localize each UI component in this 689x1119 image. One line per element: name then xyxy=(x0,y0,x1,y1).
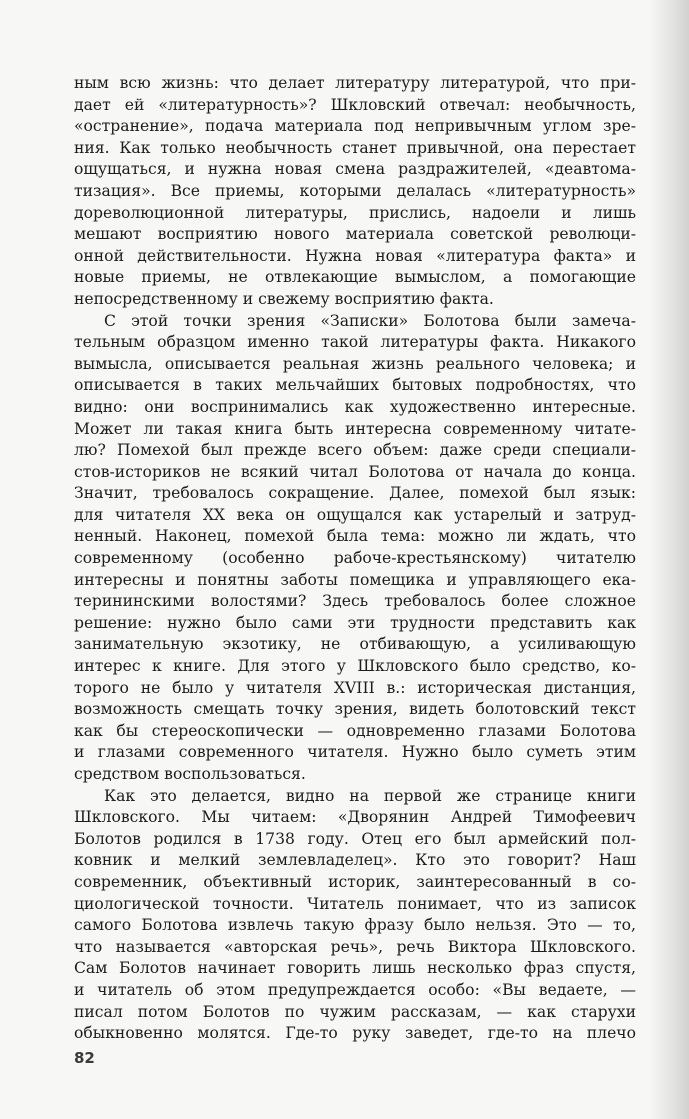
text-line: как бы стереоскопически — одновременно глазами Болотова xyxy=(74,721,636,740)
text-line: С этой точки зрения «Записки» Болотова были замеча- xyxy=(104,311,636,330)
text-line: циологической точности. Читатель понимает, что из записок xyxy=(74,894,636,913)
text-line: ния. Как только необычность станет привычной, она перестает xyxy=(74,138,636,157)
text-line: дореволюционной литературы, прислись, надоели и лишь xyxy=(74,203,636,222)
text-line: торого не было у читателя XVIII в.: историческая дистанция, xyxy=(74,678,636,697)
paragraph-2 xyxy=(74,311,636,786)
text-line: ненный. Наконец, помехой была тема: можно ли ждать, что xyxy=(74,527,636,546)
text-line: дает ей «литературность»? Шкловский отвечал: необычность, xyxy=(74,95,636,114)
text-line: Болотов родился в 1738 году. Отец его был армейский пол- xyxy=(74,829,636,848)
text-line: мешают восприятию нового материала советской революци- xyxy=(74,225,636,244)
text-line: ным всю жизнь: что делает литературу литературой, что при- xyxy=(74,74,636,92)
paragraph-1 xyxy=(74,73,636,311)
text-line: возможность смещать точку зрения, видеть болотовский текст xyxy=(74,700,636,719)
text-line: самого Болотова извлечь такую фразу было нельзя. Это — то, xyxy=(74,916,636,935)
page-number: 82 xyxy=(74,1049,95,1067)
text-line: Сам Болотов начинает говорить лишь несколько фраз спустя, xyxy=(74,959,636,978)
text-line: описывается в таких мельчайших бытовых подробностях, что xyxy=(74,376,636,395)
text-line: интересны и понятны заботы помещика и управляющего ека- xyxy=(74,570,636,589)
text-line: интерес к книге. Для этого у Шкловского было средство, ко- xyxy=(74,657,636,676)
text-line: средством воспользоваться. xyxy=(74,765,306,783)
text-line: современник, объективный историк, заинтересованный в со- xyxy=(74,872,636,891)
text-line: обыкновенно молятся. Где-то руку заведет, где-то на плечо xyxy=(74,1024,636,1043)
text-line: занимательную экзотику, не отбивающую, а усиливающую xyxy=(74,635,636,654)
text-line: стов-историков не всякий читал Болотова от начала до конца. xyxy=(74,462,636,481)
text-line: Как это делается, видно на первой же странице книги xyxy=(104,786,636,805)
text-line: и читатель об этом предупреждается особо: «Вы ведаете, — xyxy=(74,980,636,999)
page-edge-shadow xyxy=(649,0,689,1119)
text-line: терининскими волостями? Здесь требовалось более сложное xyxy=(74,592,636,611)
text-line: и глазами современного читателя. Нужно было суметь этим xyxy=(74,743,636,762)
text-line: тизация». Все приемы, которыми делалась «литературность» xyxy=(74,181,636,200)
text-line: непосредственному и свежему восприятию факта. xyxy=(74,289,494,308)
text-line: тельным образцом именно такой литературы факта. Никакого xyxy=(74,333,636,352)
text-line: вымысла, описывается реальная жизнь реального человека; и xyxy=(74,354,636,373)
text-line: ковник и мелкий землевладелец». Кто это говорит? Наш xyxy=(74,851,636,870)
text-line: Значит, требовалось сокращение. Далее, помехой был язык: xyxy=(74,484,636,503)
text-line: лю? Помехой был прежде всего объем: даже среди специали- xyxy=(74,441,636,460)
text-line: современному (особенно рабоче-крестьянскому) читателю xyxy=(74,549,636,568)
paragraph-3 xyxy=(74,786,636,1045)
text-line: видно: они воспринимались как художественно интересные. xyxy=(74,397,636,416)
text-line: писал потом Болотов по чужим рассказам, — как старухи xyxy=(74,1002,636,1021)
text-line: Может ли такая книга быть интересна современному читате- xyxy=(74,419,636,438)
text-line: для читателя XX века он ощущался как устарелый и затруд- xyxy=(74,505,636,524)
text-line: Шкловского. Мы читаем: «Дворянин Андрей Тимофеевич xyxy=(74,808,636,827)
text-line: онной действительности. Нужна новая «литература факта» и xyxy=(74,246,636,265)
text-line: «остранение», подача материала под непривычным углом зре- xyxy=(74,117,636,136)
text-line: ощущаться, и нужна новая смена раздражителей, «деавтома- xyxy=(74,160,636,179)
body-text xyxy=(74,73,636,1045)
text-line: решение: нужно было сами эти трудности представить как xyxy=(74,613,636,632)
text-line: что называется «авторская речь», речь Виктора Шкловского. xyxy=(74,937,636,956)
text-line: новые приемы, не отвлекающие вымыслом, а помогающие xyxy=(74,268,636,287)
